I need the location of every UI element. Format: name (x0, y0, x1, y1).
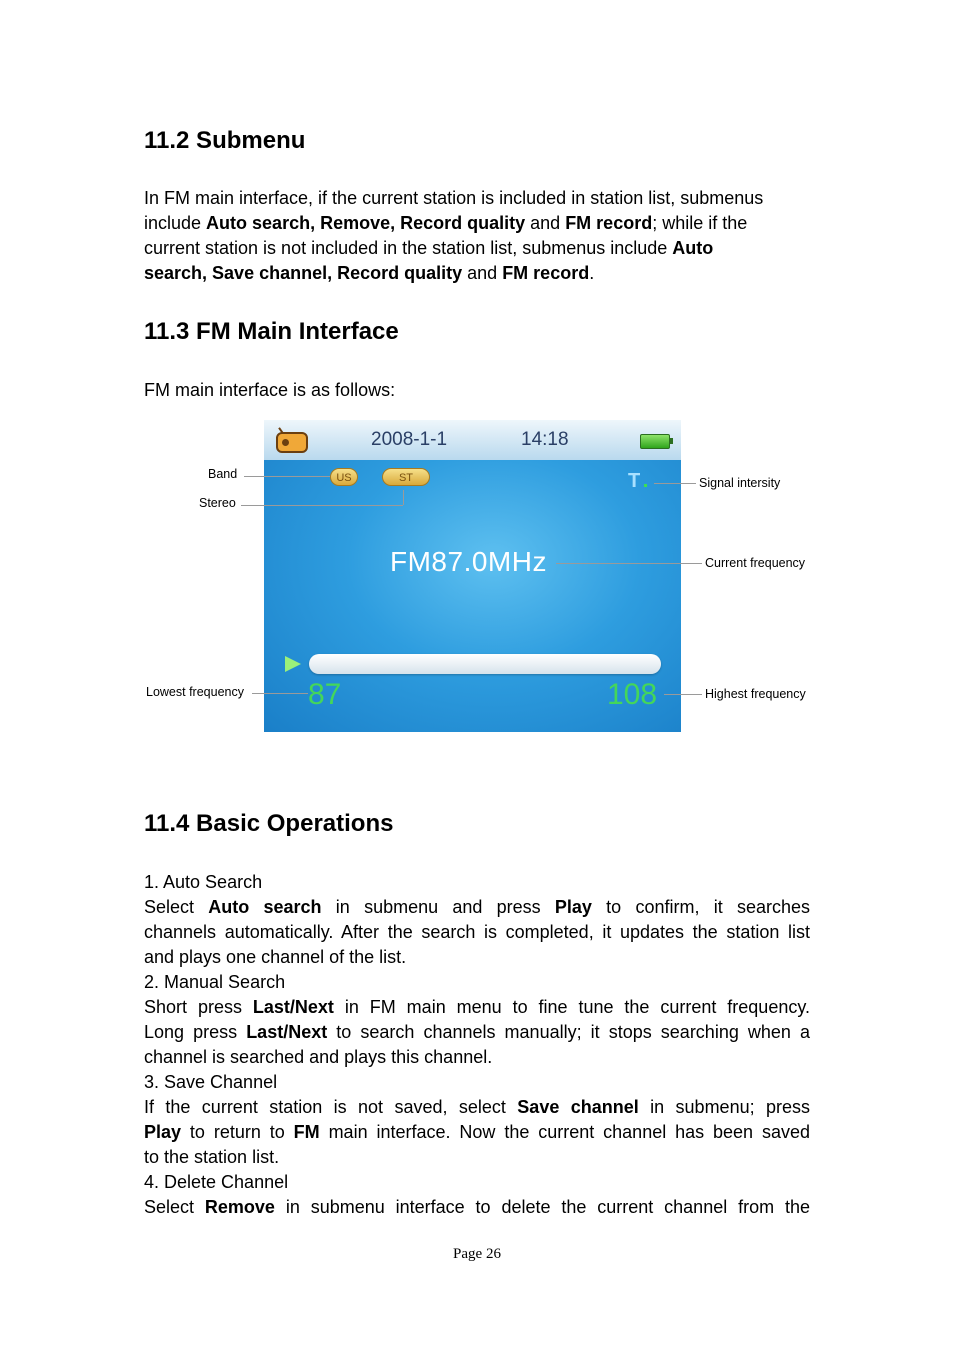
radio-icon (276, 432, 308, 453)
highest-frequency-value: 108 (607, 678, 658, 711)
current-frequency: FM87.0MHz (390, 546, 547, 577)
page-number: Page 26 (453, 1246, 501, 1262)
status-bar (264, 420, 681, 460)
callout-current-frequency: Current frequency (705, 556, 806, 570)
signal-icon: T (628, 470, 641, 492)
fm-screen (264, 420, 681, 732)
stereo-badge: ST (382, 468, 430, 486)
lowest-frequency-value: 87 (308, 678, 342, 711)
play-icon (285, 656, 301, 672)
status-time: 14:18 (521, 429, 569, 450)
leader-highest-frequency (664, 694, 702, 695)
section-heading-basic-operations: 11.4 Basic Operations (144, 810, 394, 837)
callout-signal: Signal intersity (699, 476, 781, 490)
fm-interface-figure (144, 420, 810, 732)
leader-stereo (241, 505, 403, 506)
callout-lowest-frequency: Lowest frequency (146, 685, 244, 699)
callout-stereo: Stereo (199, 496, 236, 510)
op-heading-delete-channel: 4. Delete Channel (144, 1172, 289, 1192)
op-heading-auto-search: 1. Auto Search (144, 872, 263, 892)
callout-band: Band (208, 467, 238, 481)
battery-icon (640, 434, 670, 449)
op-heading-save-channel: 3. Save Channel (144, 1072, 278, 1092)
leader-stereo-vertical (403, 490, 404, 505)
callout-highest-frequency: Highest frequency (705, 687, 806, 701)
section-heading-submenu: 11.2 Submenu (144, 127, 306, 154)
fm-intro-text: FM main interface is as follows: (144, 380, 396, 400)
leader-current-frequency (556, 563, 702, 564)
leader-band (244, 476, 330, 477)
section-heading-fm-main-interface: 11.3 FM Main Interface (144, 318, 399, 345)
submenu-paragraph: In FM main interface, if the current station is included in station list, submenus include Auto search, Remove, Record quality and FM record; while if the current station is not included in the station list, submenus include Auto search, Save channel, Record quality and FM record. (144, 188, 764, 283)
signal-dot (644, 484, 647, 487)
op-heading-manual-search: 2. Manual Search (144, 972, 286, 992)
leader-lowest-frequency (252, 693, 308, 694)
basic-operations-text: 1. Auto Search Select Auto search in submenu and press Play to confirm, it searches channels automatically. After the search is completed, it updates the station list and plays one channel of the list. 2. Manual Search Short press Last/Next in FM main menu to fine tune the current frequency. Long press Last/Next to search channels manually; it stops searching when a channel is searched and plays this channel. 3. Save Channel If the current station is not saved, select Save channel in submenu; press Play to return to FM main interface. Now the current channel has been saved to the station list. 4. Delete Channel Select Remove in submenu interface to delete the current channel from the (144, 872, 811, 1217)
leader-signal (654, 483, 696, 484)
frequency-progress-bar (309, 654, 661, 674)
band-badge: US (330, 468, 358, 486)
status-date: 2008-1-1 (371, 429, 448, 450)
